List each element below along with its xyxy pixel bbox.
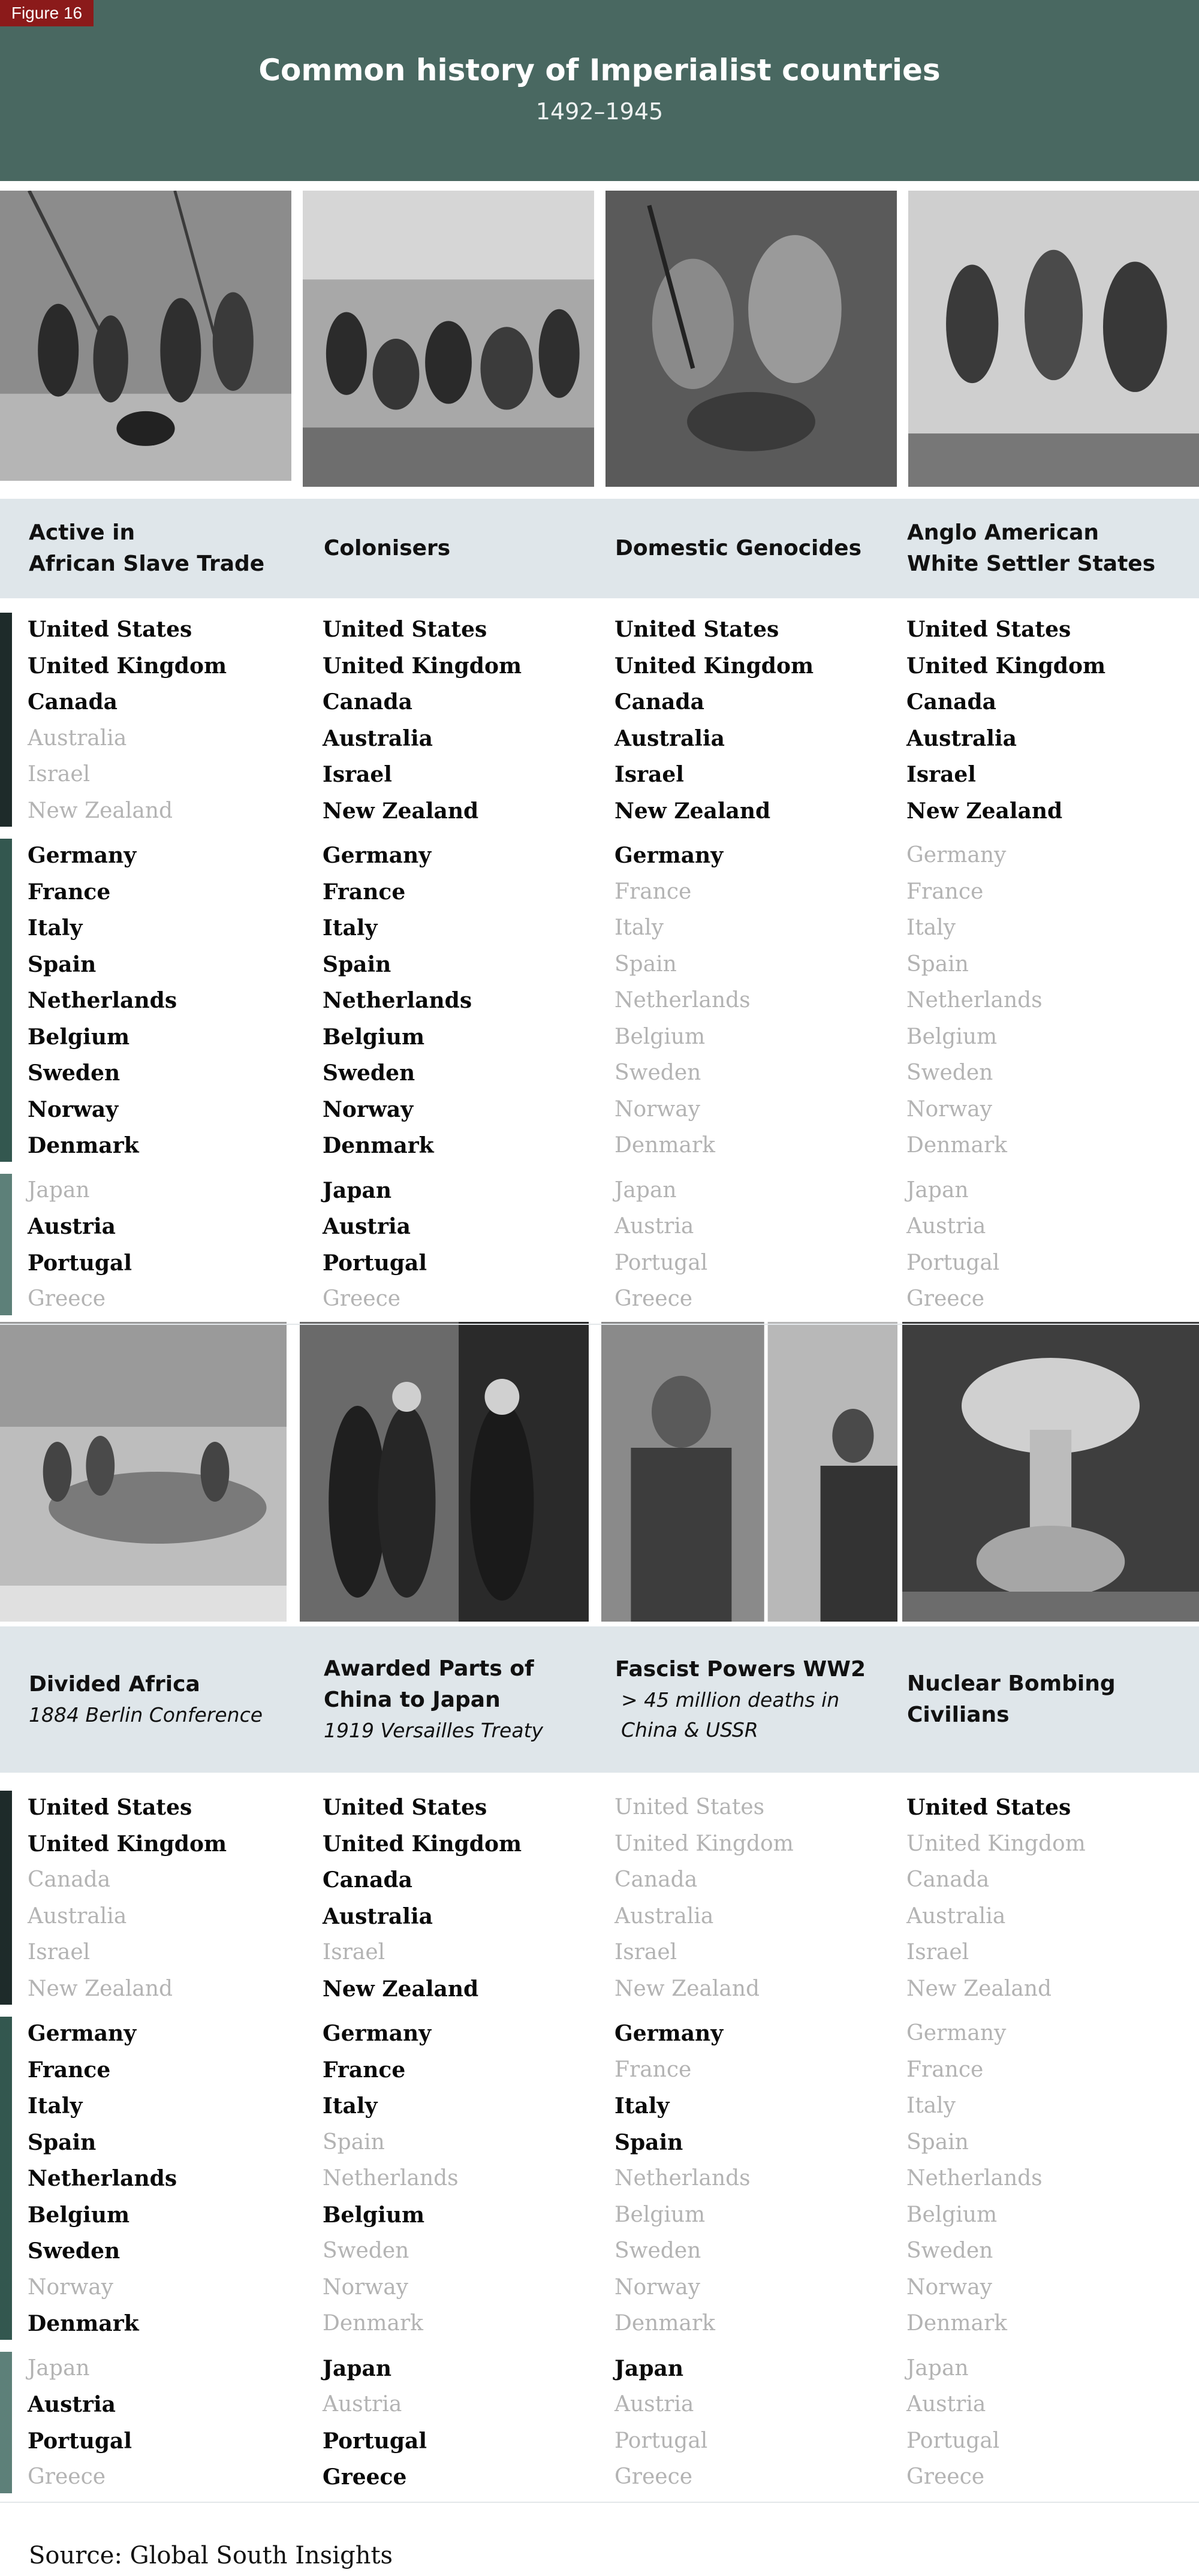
country-entry: Norway xyxy=(323,1096,414,1122)
country-entry: Sweden xyxy=(906,1060,993,1085)
country-entry: Australia xyxy=(323,725,433,751)
country-entry: Japan xyxy=(906,1177,969,1203)
section-bottom-rule xyxy=(0,1324,1199,1325)
country-entry: Spain xyxy=(906,2129,969,2155)
country-entry: United Kingdom xyxy=(28,653,227,679)
country-entry: Japan xyxy=(614,2355,684,2381)
country-entry: Spain xyxy=(323,951,391,977)
country-entry: Spain xyxy=(28,951,97,977)
category-colonisers xyxy=(324,499,600,598)
country-entry: Austria xyxy=(614,2392,694,2417)
country-entry: Canada xyxy=(614,689,704,715)
country-entry: France xyxy=(28,879,111,905)
country-entry: Japan xyxy=(614,1177,677,1203)
country-entry: Belgium xyxy=(28,1024,130,1050)
country-entry: Denmark xyxy=(906,1133,1007,1158)
group-marker-bar xyxy=(0,839,12,1162)
country-entry: Sweden xyxy=(906,2238,993,2263)
country-entry: Portugal xyxy=(28,1250,132,1276)
category-fascist-powers xyxy=(615,1626,897,1773)
country-entry: Australia xyxy=(614,725,725,751)
category-settler-states xyxy=(907,499,1195,598)
country-entry: France xyxy=(323,879,406,905)
country-entry: Norway xyxy=(323,2274,408,2300)
country-entry: Greece xyxy=(906,1287,985,1311)
country-entry: France xyxy=(906,879,984,904)
category-china-to-japan xyxy=(324,1626,605,1773)
country-entry: United Kingdom xyxy=(28,1831,227,1857)
country-entry: Netherlands xyxy=(28,2166,177,2191)
country-entry: France xyxy=(614,879,692,904)
source-note: Source: Global South Insights xyxy=(29,2542,393,2569)
country-entry: Portugal xyxy=(906,1250,1000,1275)
category-name: Nuclear Bombing Civilians xyxy=(907,1671,1116,1727)
country-entry: Sweden xyxy=(28,2238,120,2264)
country-entry: United States xyxy=(906,617,1071,642)
category-name: Fascist Powers WW2 xyxy=(615,1657,866,1682)
country-entry: Norway xyxy=(906,1096,992,1122)
country-entry: Japan xyxy=(323,1177,392,1203)
country-entry: Norway xyxy=(614,2274,700,2300)
fascist-leaders-photo-image xyxy=(601,1322,897,1622)
country-entry: Greece xyxy=(906,2464,985,2489)
country-entry: Germany xyxy=(28,843,137,868)
category-name: Divided Africa xyxy=(29,1672,200,1697)
country-entry: France xyxy=(614,2057,692,2082)
country-entry: Denmark xyxy=(28,1133,139,1158)
country-entry: Denmark xyxy=(614,1133,715,1158)
country-entry: Austria xyxy=(323,2392,402,2417)
country-entry: Canada xyxy=(614,1867,698,1892)
country-entry: Sweden xyxy=(28,1060,120,1086)
country-entry: Italy xyxy=(28,915,83,941)
country-entry: Greece xyxy=(28,2464,106,2489)
section-bottom-rule xyxy=(0,2502,1199,2503)
country-entry: Belgium xyxy=(28,2202,130,2228)
country-entry: Spain xyxy=(28,2129,97,2155)
berlin-conference-engraving-image xyxy=(0,1322,287,1622)
country-entry: United States xyxy=(323,617,487,642)
country-entry: Canada xyxy=(906,1867,990,1892)
figure-subtitle: 1492–1945 xyxy=(535,98,664,125)
country-entry: Japan xyxy=(28,2355,90,2381)
country-entry: Germany xyxy=(614,2021,724,2046)
country-entry: United States xyxy=(28,1795,192,1820)
country-entry: France xyxy=(906,2057,984,2082)
country-entry: France xyxy=(323,2057,406,2083)
country-entry: Sweden xyxy=(614,1060,701,1085)
colonisers-photo-image xyxy=(303,191,594,487)
group-marker-bar xyxy=(0,2352,12,2493)
country-entry: Australia xyxy=(323,1903,433,1929)
atomic-bombing-photo-image xyxy=(902,1322,1199,1622)
country-entry: Netherlands xyxy=(323,988,472,1013)
figure-number-badge: Figure 16 xyxy=(0,0,94,26)
country-entry: Austria xyxy=(906,1214,986,1239)
group-marker-bar xyxy=(0,2017,12,2340)
country-entry: Canada xyxy=(323,689,412,715)
country-entry: Norway xyxy=(906,2274,992,2300)
country-entry: Sweden xyxy=(614,2238,701,2263)
country-entry: Israel xyxy=(28,1940,91,1965)
country-entry: Netherlands xyxy=(614,2166,751,2191)
country-entry: Denmark xyxy=(906,2311,1007,2336)
country-entry: Italy xyxy=(323,2093,378,2119)
group-marker-bar xyxy=(0,1174,12,1315)
country-entry: Denmark xyxy=(28,2311,139,2336)
country-entry: United States xyxy=(614,1795,765,1819)
country-entry: Israel xyxy=(323,1940,385,1965)
country-entry: Portugal xyxy=(614,1250,708,1275)
country-entry: Germany xyxy=(906,2021,1007,2045)
country-entry: New Zealand xyxy=(323,798,479,824)
country-entry: Australia xyxy=(614,1903,714,1929)
country-entry: Australia xyxy=(28,1903,127,1929)
country-entry: Germany xyxy=(906,843,1007,867)
country-entry: Italy xyxy=(323,915,378,941)
category-slave-trade xyxy=(29,499,305,598)
country-entry: Greece xyxy=(323,1287,401,1311)
versailles-leaders-photo-image xyxy=(300,1322,589,1622)
country-entry: Belgium xyxy=(906,2202,998,2227)
country-entry: United States xyxy=(614,617,779,642)
category-note: 1919 Versailles Treaty xyxy=(324,1719,544,1742)
country-entry: Germany xyxy=(323,843,432,868)
country-entry: Portugal xyxy=(614,2428,708,2453)
country-entry: Portugal xyxy=(906,2428,1000,2453)
country-entry: Belgium xyxy=(323,1024,425,1050)
country-entry: United Kingdom xyxy=(323,1831,522,1857)
country-entry: Austria xyxy=(614,1214,694,1239)
country-entry: Italy xyxy=(614,915,664,940)
country-entry: United Kingdom xyxy=(614,653,814,679)
country-entry: Sweden xyxy=(323,1060,415,1086)
country-entry: Canada xyxy=(906,689,996,715)
country-entry: Japan xyxy=(323,2355,392,2381)
country-entry: Israel xyxy=(28,762,91,787)
category-name: Active in African Slave Trade xyxy=(29,520,265,576)
country-entry: Belgium xyxy=(906,1024,998,1049)
country-entry: Germany xyxy=(614,843,724,868)
country-entry: Israel xyxy=(906,762,976,787)
country-entry: New Zealand xyxy=(906,798,1063,824)
country-entry: Germany xyxy=(28,2021,137,2046)
country-entry: Netherlands xyxy=(323,2166,459,2191)
country-entry: France xyxy=(28,2057,111,2083)
country-entry: Spain xyxy=(323,2129,385,2155)
country-entry: Belgium xyxy=(323,2202,425,2228)
category-name: Anglo American White Settler States xyxy=(907,520,1156,576)
country-entry: Norway xyxy=(614,1096,700,1122)
country-entry: Portugal xyxy=(28,2428,132,2454)
country-entry: Japan xyxy=(28,1177,90,1203)
country-entry: Netherlands xyxy=(906,2166,1043,2191)
country-entry: Japan xyxy=(906,2355,969,2381)
country-entry: Austria xyxy=(28,1214,116,1239)
category-name: Awarded Parts of China to Japan xyxy=(324,1656,534,1712)
slave-trade-engraving-image xyxy=(0,191,291,481)
country-entry: Italy xyxy=(906,915,956,940)
country-entry: Australia xyxy=(28,725,127,751)
country-entry: New Zealand xyxy=(323,1976,479,2002)
country-entry: Canada xyxy=(28,689,118,715)
country-entry: Belgium xyxy=(614,2202,706,2227)
group-marker-bar xyxy=(0,613,12,827)
country-entry: Italy xyxy=(28,2093,83,2119)
country-entry: New Zealand xyxy=(28,1976,173,2001)
country-entry: United Kingdom xyxy=(614,1831,794,1856)
country-entry: Greece xyxy=(614,2464,693,2489)
country-entry: Greece xyxy=(28,1287,106,1311)
category-name: Colonisers xyxy=(324,536,451,561)
country-entry: Austria xyxy=(906,2392,986,2417)
country-entry: Germany xyxy=(323,2021,432,2046)
country-entry: Spain xyxy=(614,951,677,977)
country-entry: United Kingdom xyxy=(906,653,1106,679)
country-entry: Israel xyxy=(906,1940,969,1965)
country-entry: Italy xyxy=(906,2093,956,2118)
country-entry: United Kingdom xyxy=(323,653,522,679)
country-entry: Greece xyxy=(323,2464,407,2490)
country-entry: Australia xyxy=(906,1903,1006,1929)
country-entry: Norway xyxy=(28,1096,119,1122)
country-entry: Netherlands xyxy=(614,988,751,1013)
country-entry: Israel xyxy=(614,1940,677,1965)
category-name: Domestic Genocides xyxy=(615,536,862,561)
country-entry: Canada xyxy=(28,1867,111,1892)
category-nuclear-bombing xyxy=(907,1626,1195,1773)
country-entry: Austria xyxy=(323,1214,411,1239)
country-entry: Spain xyxy=(614,2129,683,2155)
country-entry: Sweden xyxy=(323,2238,409,2263)
country-entry: Netherlands xyxy=(28,988,177,1013)
country-entry: Austria xyxy=(28,2392,116,2417)
category-note: > 45 million deaths in China & USSR xyxy=(621,1688,840,1742)
country-entry: New Zealand xyxy=(614,1976,760,2001)
country-entry: United States xyxy=(323,1795,487,1820)
country-entry: Norway xyxy=(28,2274,113,2300)
country-entry: Portugal xyxy=(323,1250,427,1276)
category-note: 1884 Berlin Conference xyxy=(29,1703,263,1727)
country-entry: Australia xyxy=(906,725,1017,751)
country-entry: United Kingdom xyxy=(906,1831,1086,1856)
country-entry: New Zealand xyxy=(906,1976,1052,2001)
settler-states-engraving-image xyxy=(908,191,1199,487)
country-entry: Denmark xyxy=(323,2311,423,2336)
country-entry: New Zealand xyxy=(28,798,173,823)
domestic-genocide-engraving-image xyxy=(605,191,897,487)
figure-header xyxy=(0,0,1199,181)
country-entry: Denmark xyxy=(614,2311,715,2336)
country-entry: Canada xyxy=(323,1867,412,1893)
country-entry: Israel xyxy=(323,762,392,787)
figure-title: Common history of Imperialist countries xyxy=(258,53,941,88)
country-entry: Israel xyxy=(614,762,684,787)
country-entry: Portugal xyxy=(323,2428,427,2454)
country-entry: United States xyxy=(906,1795,1071,1820)
country-entry: Italy xyxy=(614,2093,670,2119)
category-divided-africa xyxy=(29,1626,311,1773)
country-entry: Netherlands xyxy=(906,988,1043,1013)
country-entry: United States xyxy=(28,617,192,642)
category-domestic-genocides xyxy=(615,499,897,598)
country-entry: Greece xyxy=(614,1287,693,1311)
country-entry: Spain xyxy=(906,951,969,977)
group-marker-bar xyxy=(0,1791,12,2005)
country-entry: Belgium xyxy=(614,1024,706,1049)
country-entry: Denmark xyxy=(323,1133,434,1158)
country-entry: New Zealand xyxy=(614,798,771,824)
